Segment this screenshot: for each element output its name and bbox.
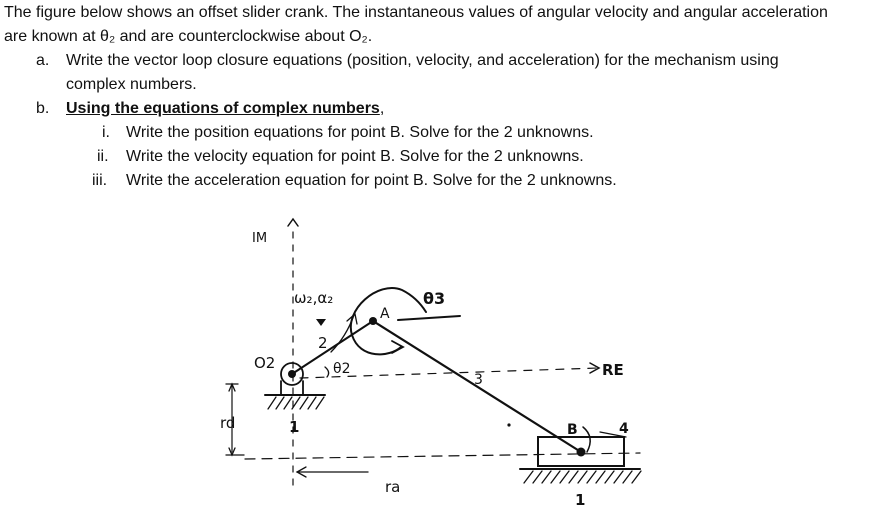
link-3-label: 3 xyxy=(474,372,483,388)
theta3-arrowhead xyxy=(392,341,403,353)
offset-rd-label: rd xyxy=(220,414,236,432)
ground-o2-hatch xyxy=(268,397,324,409)
part-a-line-1: Write the vector loop closure equations (position, velocity, and acceleration) for the mechanism using xyxy=(66,52,779,69)
item-ii-text: Write the velocity equation for point B. Solve for the 2 unknowns. xyxy=(126,148,584,165)
point-b-label: B xyxy=(567,422,578,438)
part-b-heading-comma: , xyxy=(379,100,385,117)
theta3-label: θ3 xyxy=(423,289,446,308)
slider-b-bracket xyxy=(583,427,590,452)
theta2-label: θ2 xyxy=(333,361,351,377)
theta3-reference-line xyxy=(398,316,460,320)
part-a-marker: a. xyxy=(36,52,50,69)
pivot-o2-label: O2 xyxy=(254,354,276,372)
item-iii-marker: iii. xyxy=(92,172,108,189)
slider-label: 4 xyxy=(619,421,629,437)
im-axis-label: IM xyxy=(252,231,268,246)
omega-alpha-label: ω₂,α₂ xyxy=(294,289,334,307)
intro-line-1: The figure below shows an offset slider crank. The instantaneous values of angular velocity and angular acceleration xyxy=(4,4,828,21)
ground-left-label: 1 xyxy=(289,418,300,436)
ground-slider-hatch xyxy=(524,471,641,483)
stray-dot xyxy=(507,423,510,426)
part-b-heading-text: Using the equations of complex numbers xyxy=(66,100,380,117)
pivot-support xyxy=(281,381,303,395)
offset-bottom-arrow xyxy=(226,448,244,455)
point-a-label: A xyxy=(380,306,390,322)
theta2-arc xyxy=(325,367,329,377)
ra-label: ra xyxy=(385,478,401,496)
imaginary-axis-arrowhead xyxy=(288,219,298,226)
link-2-label: 2 xyxy=(318,334,328,352)
joint-a xyxy=(369,317,377,325)
intro-line-2: are known at θ₂ and are counterclockwise about O₂. xyxy=(4,28,373,45)
joint-o2 xyxy=(288,370,296,378)
alpha-arrowhead xyxy=(316,319,326,326)
re-axis-label: RE xyxy=(602,361,624,379)
joint-b xyxy=(577,448,586,457)
part-b-marker: b. xyxy=(36,100,50,117)
part-a-line-2: complex numbers. xyxy=(66,76,197,93)
item-i-text: Write the position equations for point B. Solve for the 2 unknowns. xyxy=(126,124,594,141)
item-iii-text: Write the acceleration equation for point B. Solve for the 2 unknowns. xyxy=(126,172,617,189)
item-i-marker: i. xyxy=(102,124,110,141)
ground-right-label: 1 xyxy=(575,491,586,509)
item-ii-marker: ii. xyxy=(97,148,109,165)
